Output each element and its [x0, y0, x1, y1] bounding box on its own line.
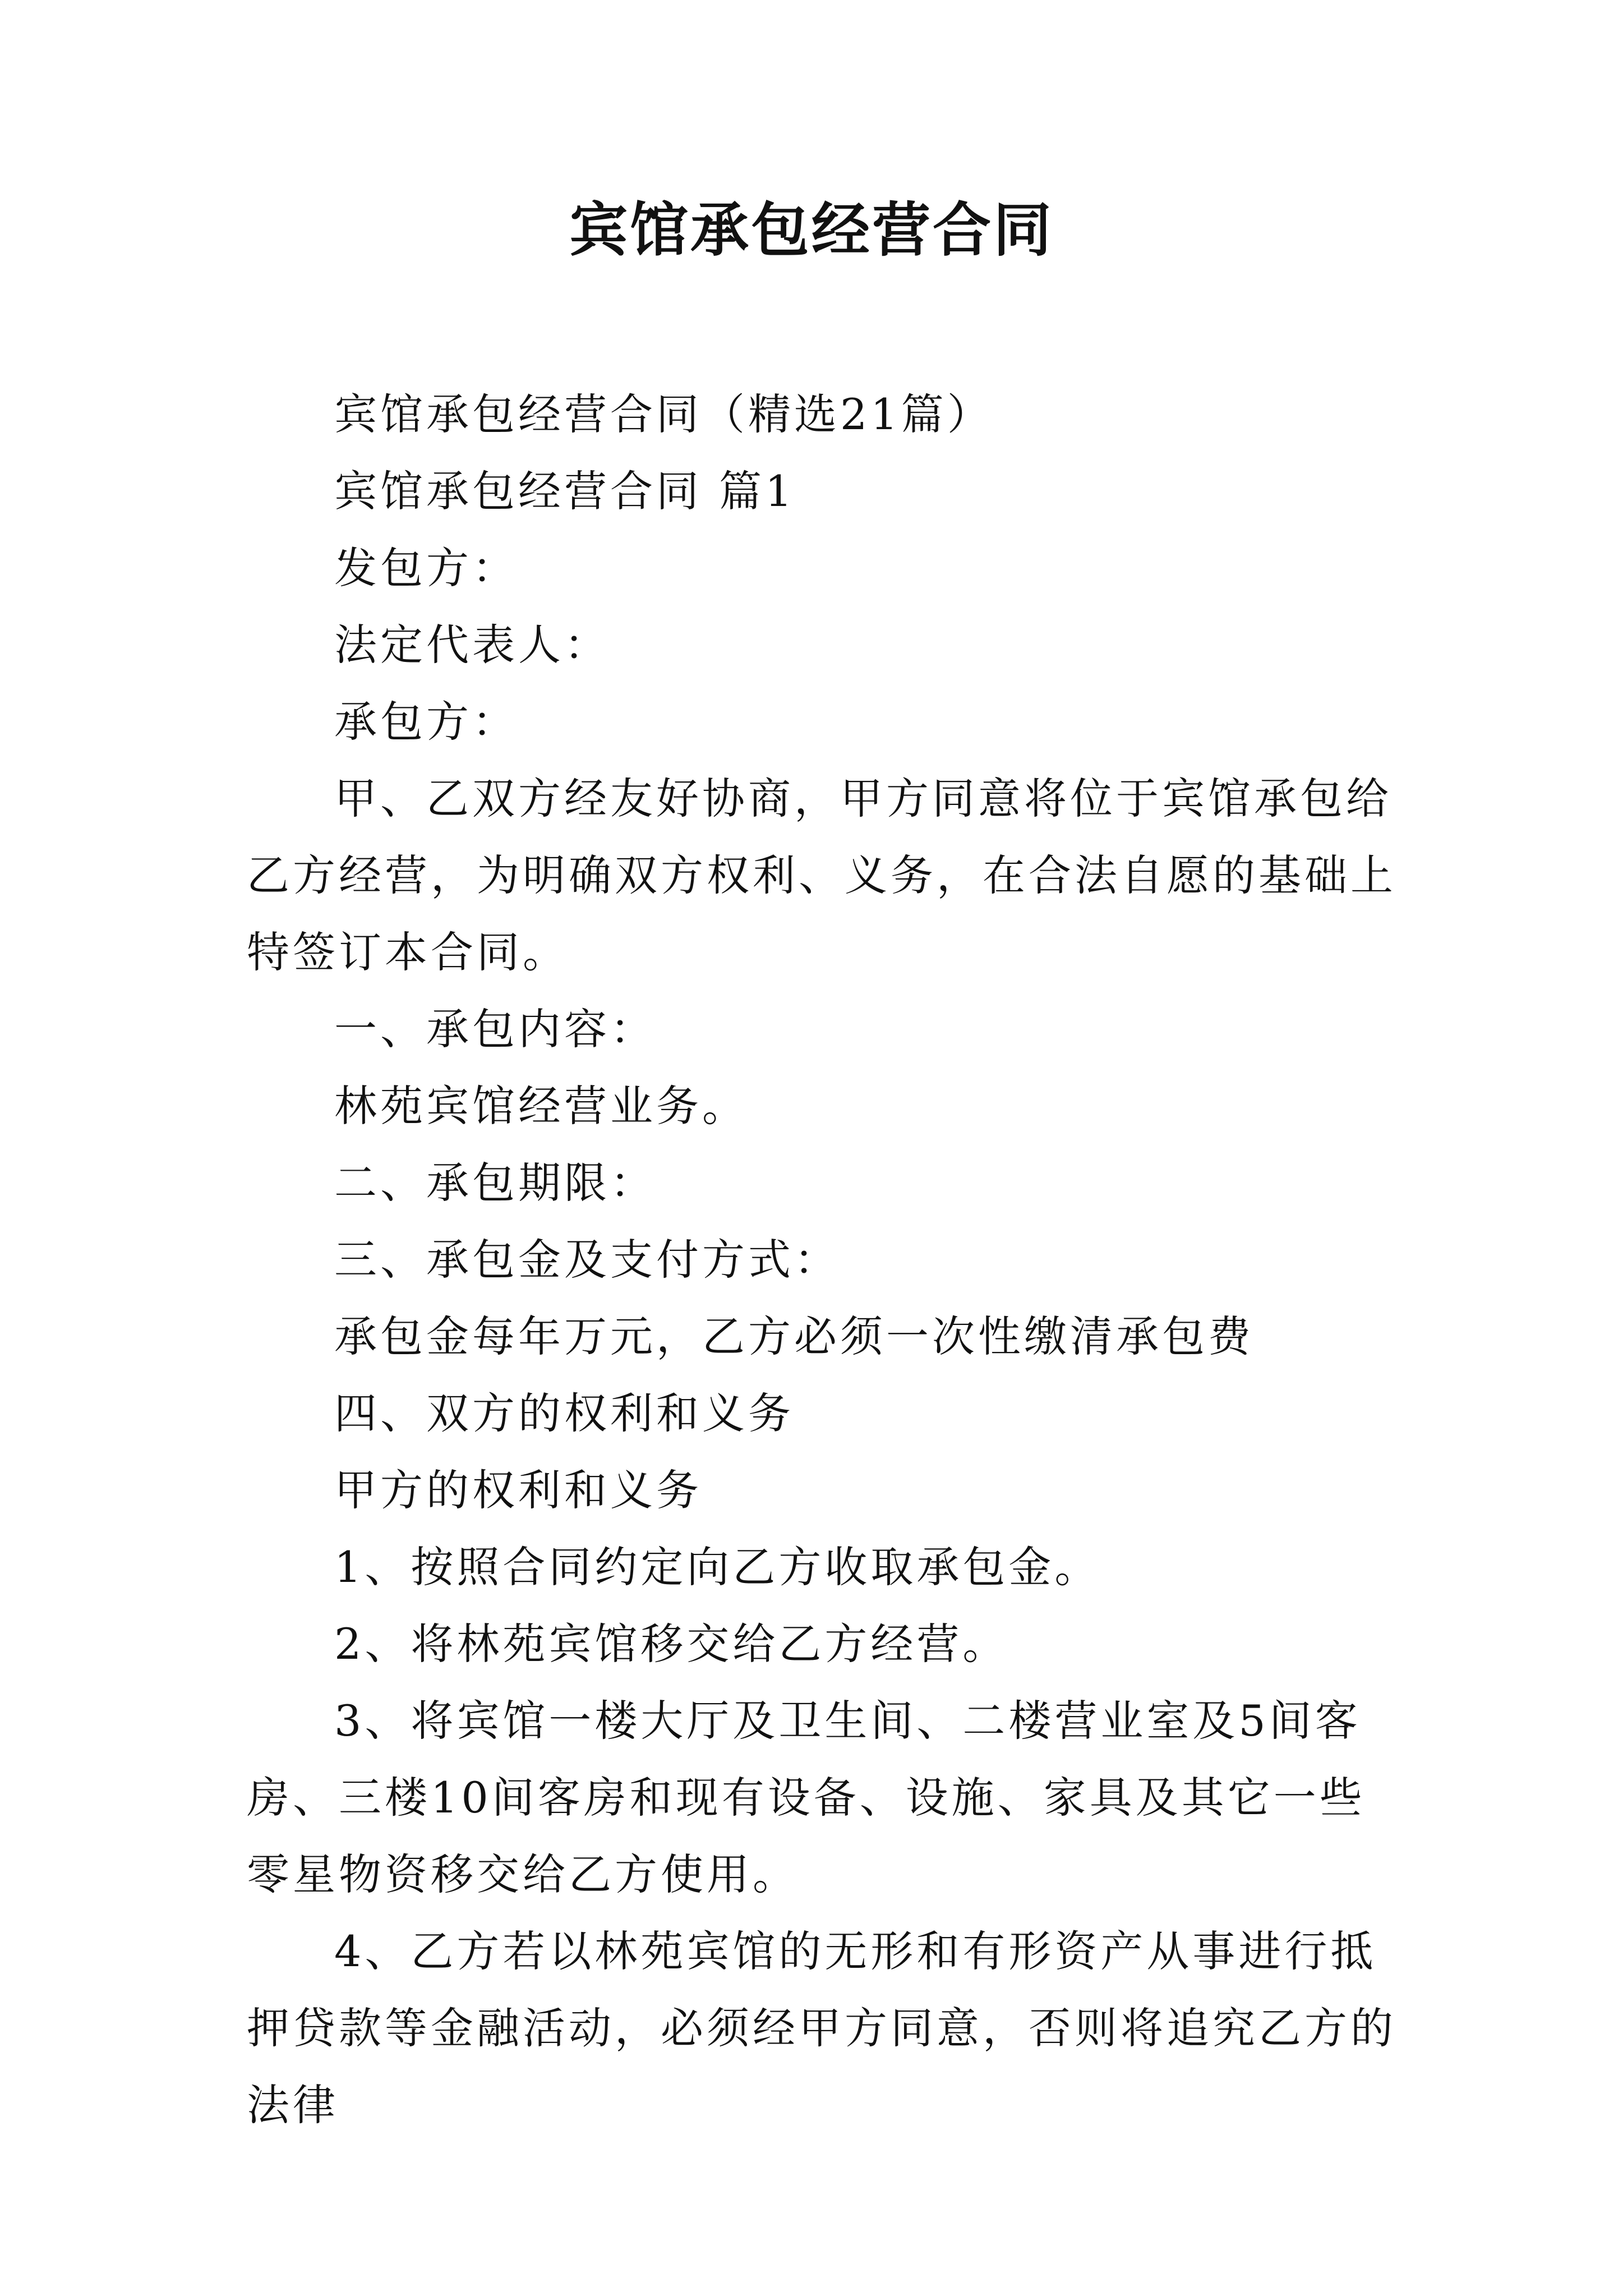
paragraph-collection-title: 宾馆承包经营合同（精选21篇）: [334, 389, 993, 439]
paragraph-clause-3-body: 承包金每年万元，乙方必须一次性缴清承包费: [334, 1312, 1254, 1361]
paragraph-item-1: 1、按照合同约定向乙方收取承包金。: [334, 1542, 1101, 1592]
paragraph-item-3: 3、将宾馆一楼大厅及卫生间、二楼营业室及5间客房、三楼10间客房和现有设备、设施、家具及其它一些零星物资移交给乙方使用。: [247, 1696, 1366, 1899]
paragraph-party-a-heading: 甲方的权利和义务: [334, 1465, 702, 1515]
paragraph-clause-1-body: 林苑宾馆经营业务。: [334, 1081, 748, 1131]
paragraph-preamble: 甲、乙双方经友好协商，甲方同意将位于宾馆承包给乙方经营，为明确双方权利、义务，在合法自愿的基础上特签订本合同。: [247, 774, 1396, 977]
document-title: 宾馆承包经营合同: [569, 195, 1054, 264]
paragraph-clause-3-heading: 三、承包金及支付方式：: [334, 1235, 840, 1285]
paragraph-clause-2-heading: 二、承包期限：: [334, 1158, 656, 1208]
paragraph-section-heading: 宾馆承包经营合同 篇1: [334, 466, 796, 516]
document-body: [247, 376, 1402, 2143]
paragraph-legal-representative-label: 法定代表人：: [334, 620, 610, 670]
paragraph-clause-1-heading: 一、承包内容：: [334, 1004, 656, 1054]
paragraph-item-4: 4、乙方若以林苑宾馆的无形和有形资产从事进行抵押贷款等金融活动，必须经甲方同意，否则将追究乙方的法律: [247, 1926, 1396, 2130]
paragraph-clause-4-heading: 四、双方的权利和义务: [334, 1388, 794, 1438]
paragraph-contractor-label: 发包方：: [334, 543, 518, 593]
paragraph-contractee-label: 承包方：: [334, 697, 518, 747]
paragraph-item-2: 2、将林苑宾馆移交给乙方经营。: [334, 1619, 1009, 1669]
